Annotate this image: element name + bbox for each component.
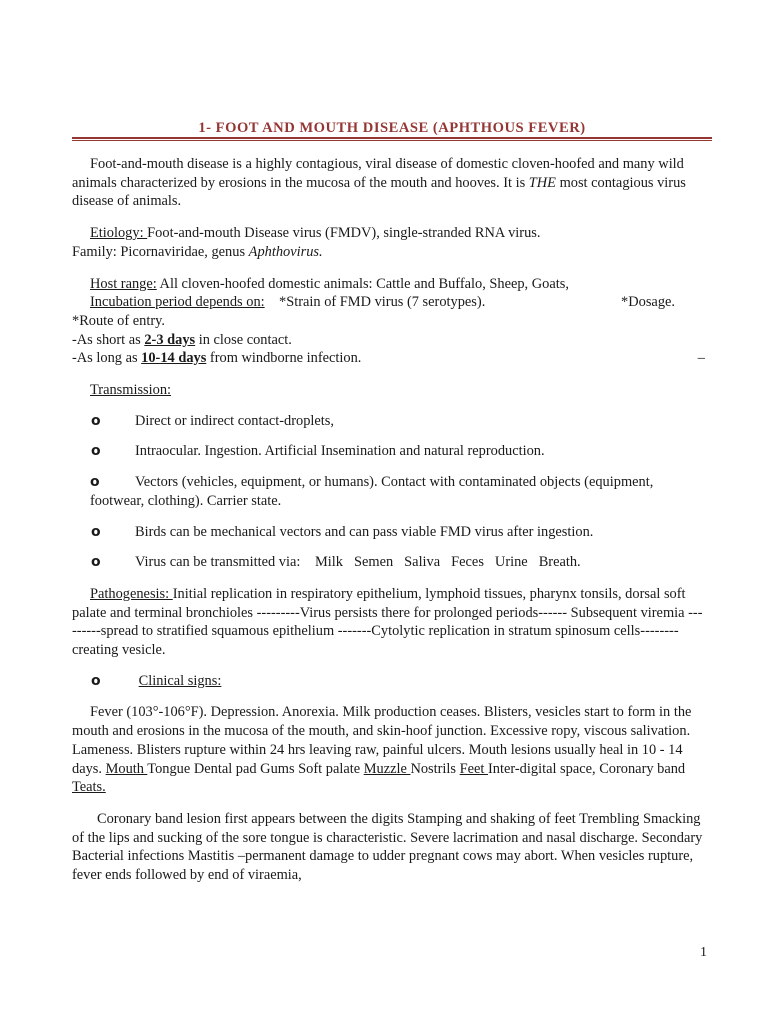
- bullet-icon: o: [91, 412, 101, 429]
- family-line: [72, 243, 705, 262]
- transmission-heading: [72, 381, 705, 400]
- transmission-item-text: Vectors (vehicles, equipment, or humans). Contact with contaminated objects (equipment, footwear, clothing). Carrier state.: [90, 474, 654, 509]
- intro-text: Foot-and-mouth disease is a highly contagious, viral disease of domestic cloven-hoofed and many wild animals characterized by erosions in the mucosa of the mouth and hooves. It is: [72, 156, 684, 191]
- transmission-item-text: Direct or indirect contact-droplets,: [135, 412, 334, 429]
- short-suffix: in close contact.: [195, 331, 292, 348]
- host-incubation-section: [72, 275, 705, 369]
- bullet-icon: o: [91, 523, 101, 540]
- via-item: Feces: [451, 554, 484, 571]
- incubation-route: *Route of entry.: [72, 312, 165, 329]
- host-range-line: [72, 275, 705, 294]
- transmission-item-text: Intraocular. Ingestion. Artificial Insemination and natural reproduction.: [135, 443, 545, 460]
- incubation-long: [72, 349, 705, 368]
- etiology-line: [72, 224, 705, 243]
- document-body: [72, 155, 705, 885]
- bullet-icon: o: [91, 554, 101, 571]
- via-item: Saliva: [404, 554, 441, 571]
- pathogenesis-label: Pathogenesis:: [90, 585, 173, 602]
- transmission-via-text: [135, 553, 705, 572]
- coronary-paragraph: Coronary band lesion first appears between the digits Stamping and shaking of feet Trembling Smacking of the lips and sucking of the sore tongue is characteristic. Severe lacrimation and nasal discharge. Secondary Bacterial infections Mastitis –permanent damage to udder pregnant cows may abort. When vesicles rupture, fever ends followed by end of viraemia,: [72, 810, 703, 884]
- short-prefix: -As short as: [72, 331, 145, 348]
- incubation-line: [72, 293, 705, 312]
- title-rule-thick: [72, 137, 712, 139]
- teats-term: Teats.: [72, 779, 106, 796]
- genus-text: Aphthovirus.: [248, 243, 323, 260]
- bullet-icon: o: [91, 672, 101, 689]
- intro-text-end: most contagious virus disease of animals.: [72, 174, 686, 210]
- host-range-text: All cloven-hoofed domestic animals: Cattle and Buffalo, Sheep, Goats,: [156, 275, 569, 292]
- intro-paragraph: [72, 155, 705, 211]
- feet-sites: Inter-digital space, Coronary band: [488, 760, 686, 777]
- clinical-paragraph: [72, 703, 705, 797]
- incubation-strain: *Strain of FMD virus (7 serotypes).: [279, 294, 486, 311]
- short-days: 2-3 days: [144, 331, 196, 348]
- clinical-signs-heading: [72, 672, 705, 691]
- transmission-via-item: [72, 553, 705, 572]
- mouth-sites: Tongue Dental pad Gums Soft palate: [147, 760, 364, 777]
- trailing-dash: –: [697, 350, 705, 367]
- etiology-text: Foot-and-mouth Disease virus (FMDV), single-stranded RNA virus.: [147, 225, 541, 242]
- title-rule-thin: [72, 140, 712, 141]
- transmission-item: [72, 473, 705, 510]
- host-range-label: Host range:: [90, 275, 157, 292]
- transmission-item: [72, 442, 705, 461]
- via-label: Virus can be transmitted via:: [135, 554, 301, 571]
- long-suffix: from windborne infection.: [206, 350, 362, 367]
- incubation-label: Incubation period depends on:: [90, 294, 265, 311]
- via-item: Urine: [494, 554, 528, 571]
- feet-term: Feet: [459, 760, 489, 777]
- intro-emphasis: THE: [528, 174, 556, 191]
- transmission-item: [72, 523, 705, 542]
- long-days: 10-14 days: [141, 350, 207, 367]
- incubation-short: [72, 331, 705, 350]
- page-number: 1: [700, 945, 707, 960]
- clinical-signs-label: Clinical signs:: [138, 672, 222, 689]
- incubation-long-text: [72, 349, 361, 368]
- long-prefix: -As long as: [72, 350, 142, 367]
- family-text: Family: Picornaviridae, genus: [72, 243, 249, 260]
- transmission-item-text: Birds can be mechanical vectors and can pass viable FMD virus after ingestion.: [135, 523, 594, 540]
- muzzle-term: Muzzle: [363, 760, 411, 777]
- document-title: 1- FOOT AND MOUTH DISEASE (APHTHOUS FEVER): [198, 120, 586, 136]
- etiology-section: [72, 224, 705, 261]
- mouth-term: Mouth: [105, 760, 148, 777]
- transmission-label: Transmission:: [90, 382, 172, 399]
- muzzle-sites: Nostrils: [410, 760, 460, 777]
- via-item: Breath.: [538, 554, 581, 571]
- clinical-text: Fever (103°-106°F). Depression. Anorexia. Milk production ceases. Blisters, vesicles start to form in the mouth and erosions in the mucosa of the mouth, and skin-hoof junction. Excessive ropy, viscous salivation. Lameness. Blisters rupture within 24 hrs leaving raw, painful ulcers. Mouth lesions usually heal in 10 - 14 days.: [72, 704, 692, 777]
- transmission-item: [72, 412, 705, 431]
- bullet-icon: o: [90, 474, 100, 491]
- etiology-label: Etiology:: [90, 225, 148, 242]
- via-item: Semen: [354, 554, 394, 571]
- incubation-dosage: *Dosage.: [621, 294, 675, 311]
- clinical-signs-label-wrap: [135, 672, 705, 691]
- pathogenesis-paragraph: [72, 585, 705, 660]
- incubation-left: [72, 293, 485, 312]
- bullet-icon: o: [91, 443, 101, 460]
- via-item: Milk: [315, 554, 343, 571]
- pathogenesis-text: Initial replication in respiratory epithelium, lymphoid tissues, pharynx tonsils, dorsal soft palate and terminal bronchioles ---------Virus persists there for prolonged periods------ Subsequent viremia ---------spread to stratified squamous epithelium -------Cytolytic replication in stratum spinosum cells-------- creating vesicle.: [72, 585, 703, 659]
